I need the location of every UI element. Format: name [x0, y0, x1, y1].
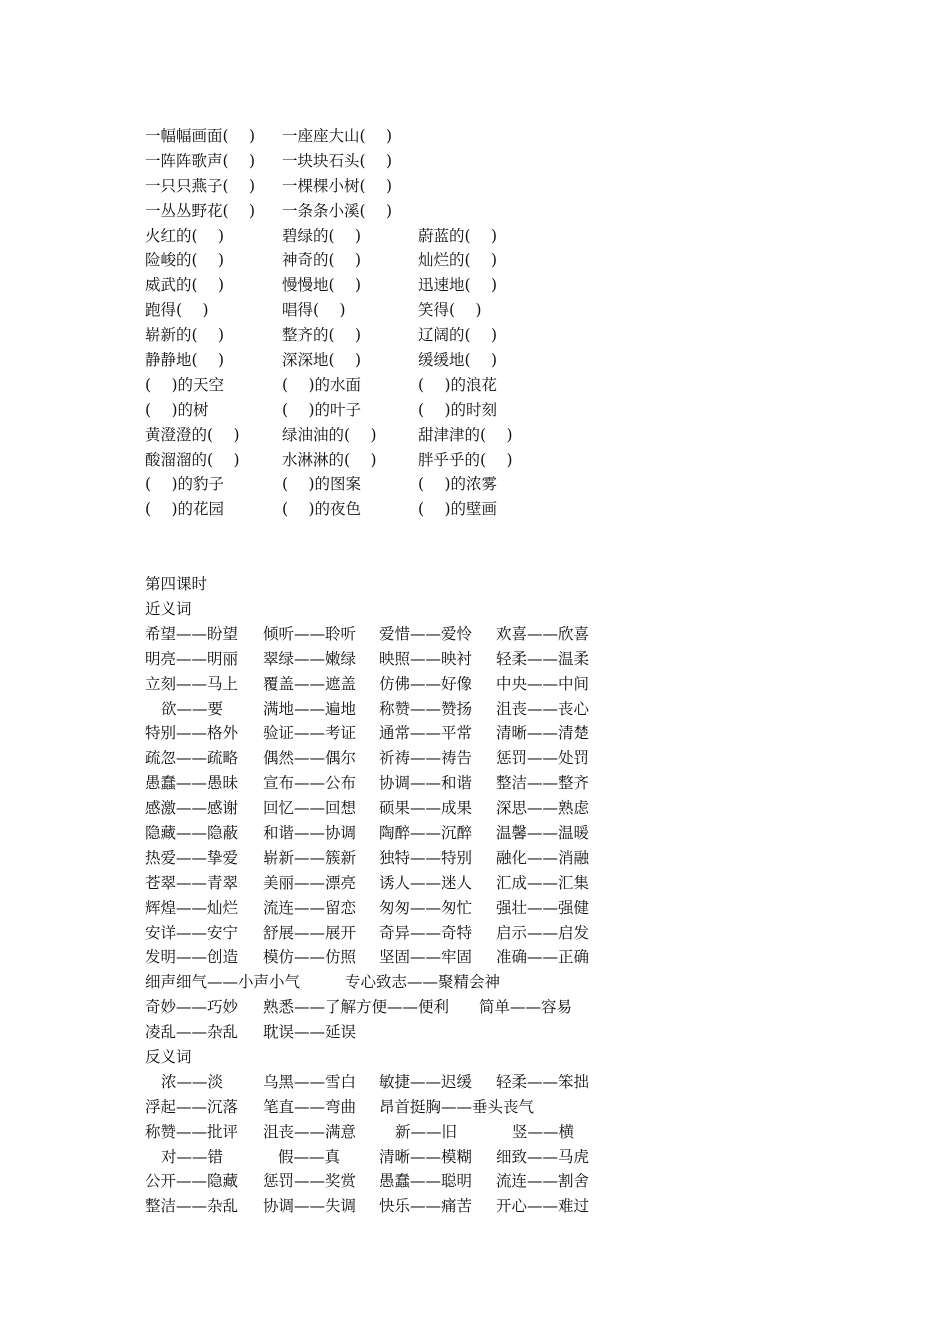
word-item: 对——错 — [161, 1147, 224, 1166]
word-item: 水淋淋的( ) — [282, 450, 377, 469]
text-line — [145, 448, 845, 473]
text-line — [145, 497, 845, 522]
word-item: 细致——马虎 — [496, 1147, 590, 1166]
word-item: 一幅幅画面( ) — [145, 127, 256, 145]
word-item: 新——旧 — [395, 1122, 458, 1141]
word-item: 神奇的( ) — [282, 251, 362, 270]
text-line — [145, 1194, 845, 1219]
word-item: 浮起——沉落 — [145, 1097, 239, 1116]
word-item: 称赞——批评 — [145, 1122, 239, 1141]
text-line — [145, 647, 845, 672]
word-item: 浓——淡 — [161, 1072, 224, 1091]
text-line — [145, 1120, 845, 1145]
text-line — [145, 1145, 845, 1170]
word-item: 反义词 — [145, 1047, 192, 1066]
word-item: 通常——平常 — [379, 724, 473, 743]
word-item: ( )的豹子 — [145, 475, 225, 494]
word-item: 竖——横 — [512, 1122, 575, 1141]
word-item: 匆匆——匆忙 — [379, 898, 473, 917]
word-item: 辽阔的( ) — [418, 326, 498, 345]
word-item: 流连——留恋 — [263, 898, 357, 917]
word-item: 舒展——展开 — [263, 923, 357, 942]
text-line — [145, 697, 845, 722]
word-item: 流连——割舍 — [496, 1172, 590, 1191]
word-item: ( )的时刻 — [418, 400, 498, 419]
word-item: 立刻——马上 — [145, 674, 239, 693]
text-line — [145, 472, 845, 497]
text-line — [145, 174, 845, 199]
text-line — [145, 746, 845, 771]
word-item: 诱人——迷人 — [379, 873, 473, 892]
word-item: 整洁——整齐 — [496, 774, 590, 793]
word-item: 深深地( ) — [282, 351, 362, 370]
word-item: 汇成——汇集 — [496, 873, 590, 892]
word-item: 乌黑——雪白 — [263, 1072, 357, 1091]
word-item: ( )的浪花 — [418, 375, 498, 394]
text-line — [145, 970, 845, 995]
text-line — [145, 273, 845, 298]
word-item: 整洁——杂乱 — [145, 1197, 239, 1216]
text-line — [145, 871, 845, 896]
word-item: 胖乎乎的( ) — [418, 450, 513, 469]
word-item: 惩罚——奖赏 — [263, 1172, 357, 1191]
word-item: 敏捷——迟缓 — [379, 1072, 473, 1091]
word-item: 陶醉——沉醉 — [379, 823, 473, 842]
word-item: 灿烂的( ) — [418, 251, 498, 270]
text-line — [145, 149, 845, 174]
word-item: 黄澄澄的( ) — [145, 425, 240, 444]
word-item: 一只只燕子( ) — [145, 176, 256, 195]
word-item: 一块块石头( ) — [282, 151, 393, 170]
word-item: 慢慢地( ) — [282, 276, 362, 295]
word-item: 凌乱——杂乱 — [145, 1023, 239, 1042]
word-item: 专心致志——聚精会神 — [345, 973, 501, 992]
text-line — [145, 995, 845, 1020]
word-item: 简单——容易 — [479, 998, 573, 1017]
word-item: 独特——特别 — [379, 848, 473, 867]
text-line — [145, 224, 845, 249]
text-line — [145, 373, 845, 398]
word-item: 苍翠——青翠 — [145, 873, 239, 892]
blank-space — [145, 522, 845, 572]
word-item: 欢喜——欣喜 — [496, 624, 590, 643]
word-item: 跑得( ) — [145, 301, 209, 320]
word-item: 缓缓地( ) — [418, 351, 498, 370]
word-item: 融化——消融 — [496, 848, 590, 867]
word-item: 模仿——仿照 — [263, 948, 357, 967]
text-line — [145, 1070, 845, 1095]
word-item: 强壮——强健 — [496, 898, 590, 917]
word-item: 倾听——聆听 — [263, 624, 357, 643]
document-body — [145, 124, 845, 1219]
word-item: 开心——难过 — [496, 1197, 590, 1216]
word-item: 昂首挺胸——垂头丧气 — [379, 1097, 535, 1116]
word-item: ( )的树 — [145, 400, 209, 419]
word-item: 第四课时 — [145, 575, 208, 594]
word-item: 翠绿——嫩绿 — [263, 649, 357, 668]
text-line — [145, 348, 845, 373]
text-line — [145, 771, 845, 796]
word-item: 回忆——回想 — [263, 799, 357, 818]
word-item: 迅速地( ) — [418, 276, 498, 295]
text-line — [145, 672, 845, 697]
word-item: 硕果——成果 — [379, 799, 473, 818]
text-line — [145, 298, 845, 323]
word-item: 感激——感谢 — [145, 799, 239, 818]
word-item: 威武的( ) — [145, 276, 225, 295]
text-line — [145, 921, 845, 946]
word-item: 和谐——协调 — [263, 823, 357, 842]
word-item: 安详——安宁 — [145, 923, 239, 942]
word-item: 仿佛——好像 — [379, 674, 473, 693]
text-line — [145, 323, 845, 348]
word-item: 热爱——挚爱 — [145, 848, 239, 867]
word-item: 轻柔——温柔 — [496, 649, 590, 668]
word-item: 火红的( ) — [145, 226, 225, 245]
text-line — [145, 622, 845, 647]
text-line — [145, 1095, 845, 1120]
word-item: 沮丧——满意 — [263, 1122, 357, 1141]
word-item: 快乐——痛苦 — [379, 1197, 473, 1216]
word-item: 协调——和谐 — [379, 774, 473, 793]
word-item: 绿油油的( ) — [282, 425, 377, 444]
word-item: 公开——隐藏 — [145, 1172, 239, 1191]
text-line — [145, 1045, 845, 1070]
word-item: 明亮——明丽 — [145, 649, 239, 668]
word-item: 甜津津的( ) — [418, 425, 513, 444]
word-item: ( )的图案 — [282, 475, 362, 494]
word-item: 唱得( ) — [282, 301, 346, 320]
text-line — [145, 199, 845, 224]
word-item: 偶然——偶尔 — [263, 749, 357, 768]
word-item: ( )的叶子 — [282, 400, 362, 419]
word-item: 惩罚——处罚 — [496, 749, 590, 768]
word-item: 险峻的( ) — [145, 251, 225, 270]
word-item: 宣布——公布 — [263, 774, 357, 793]
word-item: 温馨——温暖 — [496, 823, 590, 842]
word-item: 辉煌——灿烂 — [145, 898, 239, 917]
word-item: 奇妙——巧妙 — [145, 998, 239, 1017]
word-item: 美丽——漂亮 — [263, 873, 357, 892]
word-item: 清晰——模糊 — [379, 1147, 473, 1166]
word-item: ( )的夜色 — [282, 500, 362, 519]
word-item: ( )的浓雾 — [418, 475, 498, 494]
word-item: 准确——正确 — [496, 948, 590, 967]
text-line — [145, 248, 845, 273]
text-line — [145, 896, 845, 921]
word-item: 称赞——赞扬 — [379, 699, 473, 718]
word-item: 协调——失调 — [263, 1197, 357, 1216]
word-item: 崭新的( ) — [145, 326, 225, 345]
text-line — [145, 572, 845, 597]
word-item: 隐藏——隐蔽 — [145, 823, 239, 842]
text-line — [145, 821, 845, 846]
word-item: 假——真 — [278, 1147, 341, 1166]
word-item: 祈祷——祷告 — [379, 749, 473, 768]
word-item: 一座座大山( ) — [282, 127, 393, 145]
word-item: ( )的花园 — [145, 500, 225, 519]
text-line — [145, 721, 845, 746]
text-line — [145, 398, 845, 423]
text-line — [145, 846, 845, 871]
text-line — [145, 1020, 845, 1045]
word-item: 一阵阵歌声( ) — [145, 151, 256, 170]
word-item: 特别——格外 — [145, 724, 239, 743]
text-line — [145, 945, 845, 970]
text-line — [145, 423, 845, 448]
word-item: 笔直——弯曲 — [263, 1097, 357, 1116]
word-item: 疏忽——疏略 — [145, 749, 239, 768]
word-item: 验证——考证 — [263, 724, 357, 743]
text-line — [145, 1169, 845, 1194]
word-item: 一棵棵小树( ) — [282, 176, 393, 195]
word-item: 映照——映衬 — [379, 649, 473, 668]
word-item: 轻柔——笨拙 — [496, 1072, 590, 1091]
word-item: 清晰——清楚 — [496, 724, 590, 743]
word-item: 发明——创造 — [145, 948, 239, 967]
word-item: 整齐的( ) — [282, 326, 362, 345]
word-item: ( )的天空 — [145, 375, 225, 394]
word-item: ( )的水面 — [282, 375, 362, 394]
word-item: 沮丧——丧心 — [496, 699, 590, 718]
word-item: 崭新——簇新 — [263, 848, 357, 867]
word-item: ( )的壁画 — [418, 500, 498, 519]
word-item: 深思——熟虑 — [496, 799, 590, 818]
word-item: 熟悉——了解方便——便利 — [263, 998, 450, 1017]
word-item: 愚蠢——愚昧 — [145, 774, 239, 793]
word-item: 启示——启发 — [496, 923, 590, 942]
word-item: 酸溜溜的( ) — [145, 450, 240, 469]
word-item: 近义词 — [145, 599, 192, 618]
word-item: 欲——要 — [161, 699, 224, 718]
word-item: 满地——遍地 — [263, 699, 357, 718]
word-item: 奇异——奇特 — [379, 923, 473, 942]
text-line — [145, 597, 845, 622]
word-item: 希望——盼望 — [145, 624, 239, 643]
text-line — [145, 796, 845, 821]
word-item: 耽误——延误 — [263, 1023, 357, 1042]
text-line — [145, 124, 845, 149]
word-item: 愚蠢——聪明 — [379, 1172, 473, 1191]
word-item: 一丛丛野花( ) — [145, 201, 256, 220]
word-item: 坚固——牢固 — [379, 948, 473, 967]
word-item: 爱惜——爱怜 — [379, 624, 473, 643]
word-item: 细声细气——小声小气 — [145, 973, 301, 992]
word-item: 碧绿的( ) — [282, 226, 362, 245]
word-item: 中央——中间 — [496, 674, 590, 693]
word-item: 静静地( ) — [145, 351, 225, 370]
word-item: 覆盖——遮盖 — [263, 674, 357, 693]
word-item: 蔚蓝的( ) — [418, 226, 498, 245]
word-item: 笑得( ) — [418, 301, 482, 320]
word-item: 一条条小溪( ) — [282, 201, 393, 220]
